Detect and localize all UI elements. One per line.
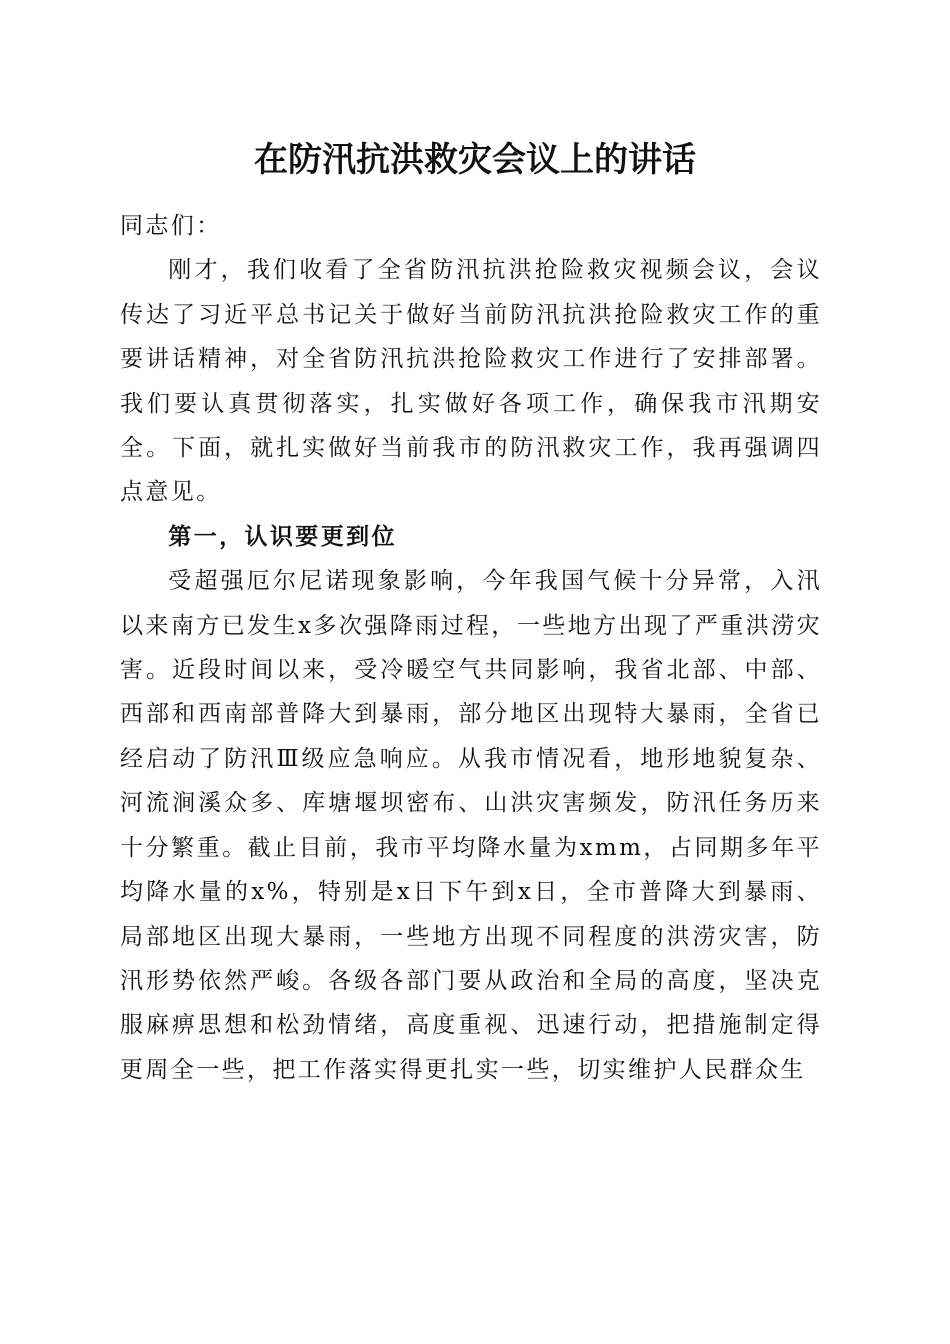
salutation: 同志们： [120,213,222,239]
page-title: 在防汛抗洪救灾会议上的讲话 [254,140,696,180]
section-heading-1: 第一，认识要更到位 [168,522,397,550]
document-body [120,204,822,1092]
intro-paragraph: 刚才，我们收看了全省防汛抗洪抢险救灾视频会议，会议传达了习近平总书记关于做好当前防汛抗洪抢险救灾工作的重要讲话精神，对全省防汛抗洪抢险救灾工作进行了安排部署。我们要认真贯彻落实，扎实做好各项工作，确保我市汛期安全。下面，就扎实做好当前我市的防汛救灾工作，我再强调四点意见。 [120,257,822,506]
section-paragraph-1: 受超强厄尔尼诺现象影响，今年我国气候十分异常，入汛以来南方已发生x多次强降雨过程，一些地方出现了严重洪涝灾害。近段时间以来，受冷暖空气共同影响，我省北部、中部、西部和西南部普降大到暴雨，部分地区出现特大暴雨，全省已经启动了防汛Ⅲ级应急响应。从我市情况看，地形地貌复杂、河流涧溪众多、库塘堰坝密布、山洪灾害频发，防汛任务历来十分繁重。截止目前，我市平均降水量为xmm，占同期多年平均降水量的x%，特别是x日下午到x日，全市普降大到暴雨、局部地区出现大暴雨，一些地方出现不同程度的洪涝灾害，防汛形势依然严峻。各级各部门要从政治和全局的高度，坚决克服麻痹思想和松劲情绪，高度重视、迅速行动，把措施制定得更周全一些，把工作落实得更扎实一些，切实维护人民群众生 [120,568,822,1083]
